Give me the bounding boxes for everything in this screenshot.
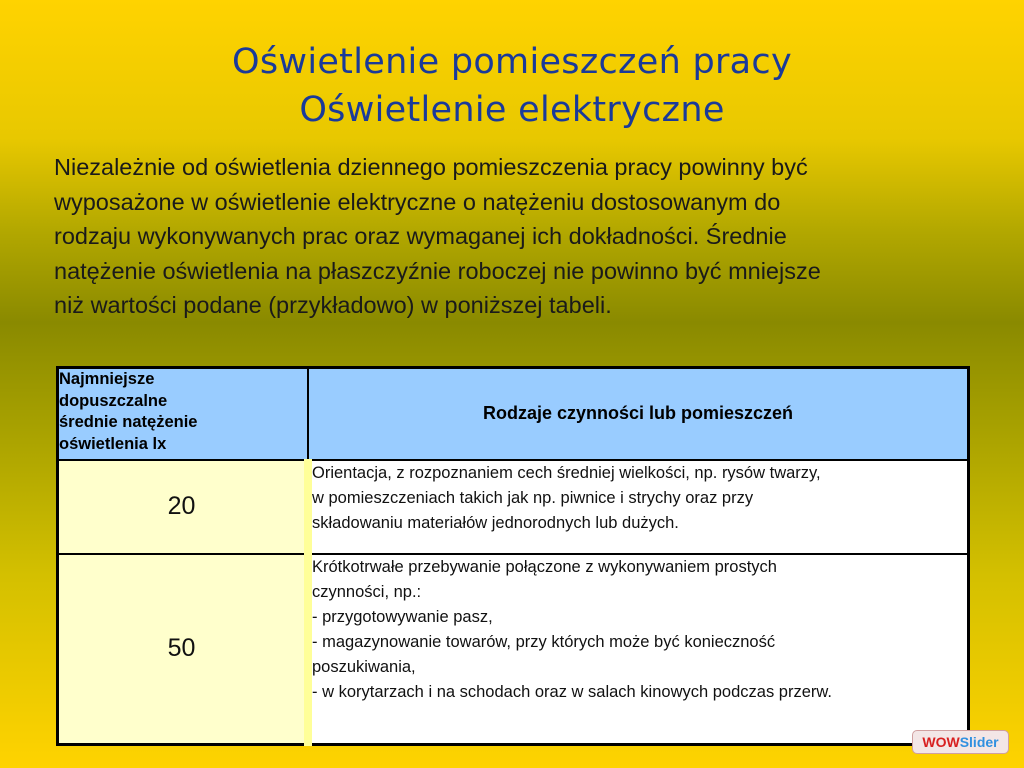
illuminance-table: [56, 366, 970, 746]
table-row: [58, 554, 969, 745]
slide-title: Oświetlenie pomieszczeń pracy: [232, 42, 792, 82]
illuminance-value: 50: [58, 554, 309, 745]
body-line: Niezależnie od oświetlenia dziennego pomieszczenia pracy powinny być: [54, 154, 808, 180]
activity-description: Krótkotrwałe przebywanie połączone z wykonywaniem prostych czynności, np.: - przygotowywanie pasz, - magazynowanie towarów, przy których może być konieczność poszukiwania, - w korytarzach i na schodach oraz w salach kinowych podczas przerw.: [308, 554, 969, 745]
body-line: wyposażone w oświetlenie elektryczne o natężeniu dostosowanym do: [54, 188, 781, 215]
body-line: natężenie oświetlenia na płaszczyźnie roboczej nie powinno być mniejsze: [54, 257, 821, 284]
activity-description: Orientacja, z rozpoznaniem cech średniej wielkości, np. rysów twarzy, w pomieszczeniach takich jak np. piwnice i strychy oraz przy składowaniu materiałów jednorodnych lub dużych.: [308, 460, 969, 554]
illuminance-value: 20: [58, 460, 309, 554]
table-header-row: [58, 368, 969, 460]
body-line: niż wartości podane (przykładowo) w poniższej tabeli.: [54, 292, 612, 318]
slide-subtitle: Oświetlenie elektryczne: [299, 90, 725, 130]
header-illuminance: Najmniejsze dopuszczalne średnie natężenie oświetlenia lx: [58, 368, 309, 460]
body-paragraph: [54, 150, 1004, 323]
wowslider-logo[interactable]: WOWSlider: [912, 730, 1009, 754]
body-line: rodzaju wykonywanych prac oraz wymaganej ich dokładności. Średnie: [54, 223, 787, 249]
header-activity-type: Rodzaje czynności lub pomieszczeń: [308, 368, 969, 460]
table-row: [58, 460, 969, 554]
